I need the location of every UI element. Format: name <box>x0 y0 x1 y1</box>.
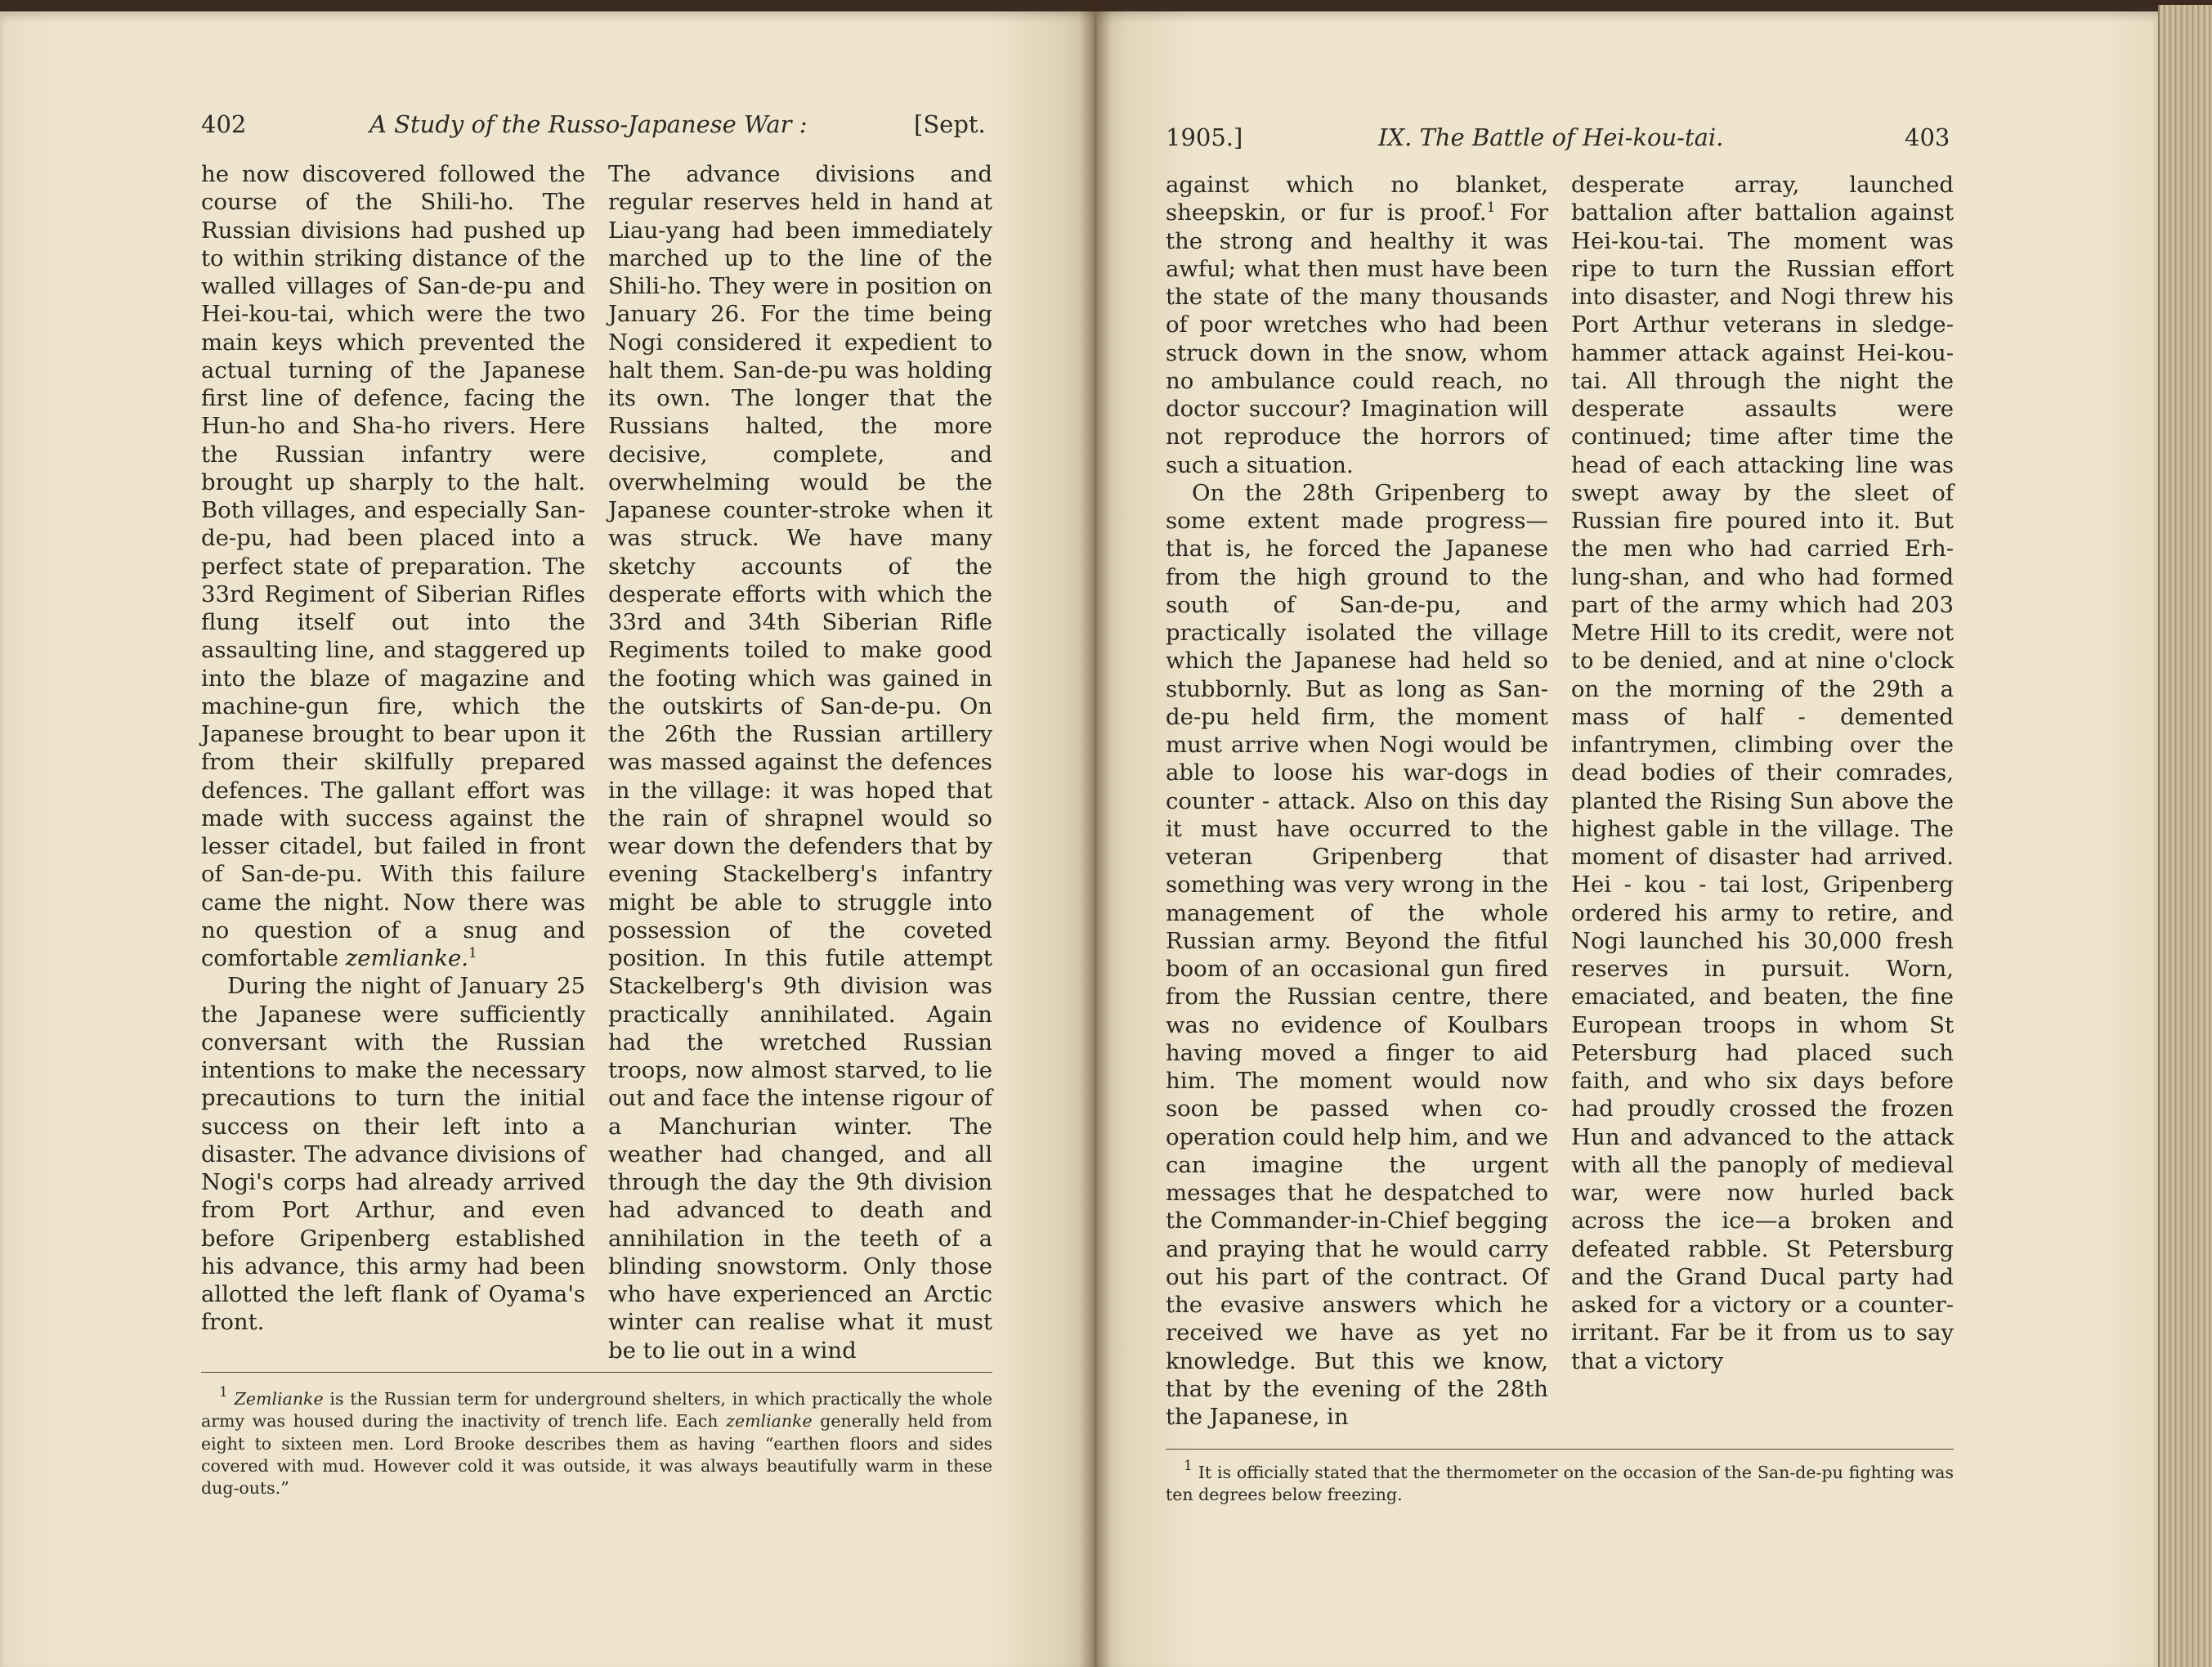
left-column-1 <box>201 160 585 1337</box>
left-running-date: [Sept. <box>914 110 986 138</box>
paragraph-text: desperate array, launched battalion after battalion against Hei-kou-tai. The moment was ripe to turn the Russian effort into disaster, and Nogi threw his Port Arthur veterans in sledge-hammer attack against Hei-kou-tai. All through the night the desperate assaults were continued; time after time the head of each attacking line was swept away by the sleet of Russian fire poured into it. But the men who had carried Erh-lung-shan, and who had formed part of the army which had 203 Metre Hill to its credit, were not to be denied, and at nine o'clock on the morning of the 29th a mass of half - demented infantrymen, climbing over the dead bodies of their comrades, planted the Rising Sun above the highest gable in the village. The moment of disaster had arrived. Hei - kou - tai lost, Gripenberg ordered his army to retire, and Nogi launched his 30,000 fresh reserves in pursuit. Worn, emaciated, and beaten, the fine European troops in whom St Petersburg had placed such faith, and who six days before had proudly crossed the frozen Hun and advanced to the attack with all the panoply of medieval war, were now hurled back across the ice—a broken and defeated rabble. St Petersburg and the Grand Ducal party had asked for a victory or a counter-irritant. Far be it from us to say that a victory <box>1571 172 1954 1374</box>
left-running-head <box>0 108 1063 141</box>
right-column-2 <box>1571 171 1954 1375</box>
left-page-number: 402 <box>201 110 247 138</box>
footnote-text: is the Russian term for underground shelters, in which practically the whole army was housed during the inactivity of trench life. Each <box>201 1389 992 1432</box>
left-running-title: A Study of the Russo-Japanese War : <box>369 110 808 138</box>
right-page-number: 403 <box>1905 123 1950 151</box>
paragraph-text: he now discovered followed the course of the Shili-ho. The Russian divisions had pushed up to within striking distance of the walled villages of San-de-pu and Hei-kou-tai, which were the two main keys which prevented the actual turning of the Japanese first line of defence, facing the Hun-ho and Sha-ho rivers. Here the Russian infantry were brought up sharply to the halt. Both villages, and especially San-de-pu, had been placed into a perfect state of preparation. The 33rd Regiment of Siberian Rifles flung itself out into the assaulting line, and staggered up into the blaze of magazine and machine-gun fire, which the Japanese brought to bear upon it from their skilfully prepared defences. The gallant effort was made with success against the lesser citadel, but failed in front of San-de-pu. With this failure came the night. Now there was no question of a snug and comfortable <box>201 161 585 971</box>
footnote-rule <box>201 1372 992 1373</box>
paragraph-text: For the strong and healthy it was awful; what then must have been the state of the many thousands of poor wretches who had been struck down in the snow, whom no ambulance could reach, no doctor succour? Imagination will not reproduce the horrors of such a situation. <box>1166 199 1548 478</box>
paragraph-text: During the night of January 25 the Japanese were sufficiently conversant with the Russian intentions to make the necessary precautions to turn the initial success on their left into a disaster. The advance divisions of Nogi's corps had already arrived from Port Arthur, and even before Gripenberg established his advance, this army had been allotted the left flank of Oyama's front. <box>201 973 585 1336</box>
paragraph-text: against which no blanket, sheepskin, or fur is proof. <box>1166 172 1548 226</box>
paragraph <box>201 972 585 1336</box>
paragraph <box>1571 171 1954 1375</box>
left-column-2 <box>608 160 992 1365</box>
page-edges <box>2158 5 2212 1667</box>
paragraph <box>1166 479 1548 1432</box>
right-footnote <box>1166 1458 1954 1507</box>
footnote-rule <box>1166 1449 1954 1450</box>
footnote-ref: 1 <box>1486 199 1496 217</box>
book-gutter <box>1079 0 1112 1667</box>
footnote-ref: 1 <box>468 945 477 961</box>
left-footnote <box>201 1384 992 1499</box>
paragraph <box>1166 171 1548 479</box>
paragraph <box>608 160 992 1365</box>
footnote-marker: 1 <box>219 1384 228 1400</box>
paragraph-text: On the 28th Gripenberg to some extent made progress—that is, he forced the Japanese from the high ground to the south of San-de-pu, and practically isolated the village which the Japanese had held so stubbornly. But as long as San-de-pu held firm, the moment must arrive when Nogi would be able to loose his war-dogs in counter - attack. Also on this day it must have occurred to the veteran Gripenberg that something was very wrong in the management of the whole Russian army. Beyond the fitful boom of an occasional gun fired from the Russian centre, there was no evidence of Koulbars having moved a finger to aid him. The moment would now soon be passed when co-operation could help him, and we can imagine the urgent messages that he despatched to the Commander-in-Chief begging and praying that he would carry out his part of the contract. Of the evasive answers which he received we have as yet no knowledge. But this we know, that by the evening of the 28th the Japanese, in <box>1166 479 1548 1430</box>
right-column-1 <box>1166 171 1548 1431</box>
right-running-head <box>1095 121 2158 154</box>
right-running-date: 1905.] <box>1166 123 1243 151</box>
footnote-text: It is officially stated that the thermometer on the occasion of the San-de-pu fighting was ten degrees below freezing. <box>1166 1463 1954 1505</box>
italic-term: zemlianke. <box>345 945 469 971</box>
paragraph-text: The advance divisions and regular reserves held in hand at Liau-yang had been immediately marched up to the line of the Shili-ho. They were in position on January 26. For the time being Nogi considered it expedient to halt them. San-de-pu was holding its own. The longer that the Russians halted, the more decisive, complete, and overwhelming would be the Japanese counter-stroke when it was struck. We have many sketchy accounts of the desperate efforts with which the 33rd and 34th Siberian Rifle Regiments toiled to make good the footing which was gained in the outskirts of San-de-pu. On the 26th the Russian artillery was massed against the defences in the village: it was hoped that the rain of shrapnel would so wear down the defenders that by evening Stackelberg's infantry might be able to struggle into possession of the coveted position. In this futile attempt Stackelberg's 9th division was practically annihilated. Again had the wretched Russian troops, now almost starved, to lie out and face the intense rigour of a Manchurian winter. The weather had changed, and all through the day the 9th division had advanced to death and annihilation in the teeth of a blinding snowstorm. Only those who have experienced an Arctic winter can realise what it must be to lie out in a wind <box>608 161 992 1364</box>
right-running-title: IX. The Battle of Hei-kou-tai. <box>1378 123 1724 151</box>
footnote-text: generally held from eight to sixteen men. Lord Brooke describes them as having “earthen floors and sides covered with mud. However cold it was outside, it was always beautifully warm in these dug-outs.” <box>201 1411 992 1499</box>
footnote-marker: 1 <box>1184 1458 1193 1474</box>
italic-term: zemlianke <box>726 1411 813 1432</box>
italic-term: Zemlianke <box>234 1389 324 1409</box>
paragraph <box>201 160 585 972</box>
